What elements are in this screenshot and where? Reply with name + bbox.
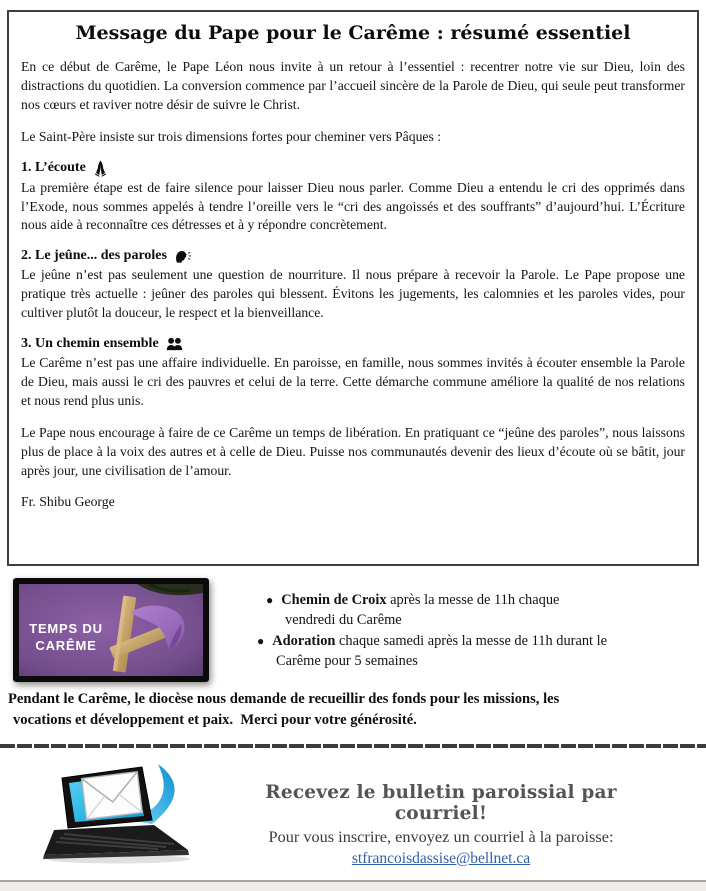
section-1-heading [21,160,685,177]
section-1-body: La première étape est de faire silence pour laisser Dieu nous parler. Comme Dieu a entendu le cri des opprimés dans l’Exode, nous sommes appelés à tendre l’oreille vers le “cri des angoissés et des souffrants” d’aujourd’hui. L’Écriture nous aide à reconnaître ces détresses et à y répondre concrètement. [21,179,685,233]
lent-image-title-line2: CARÊME [35,638,97,653]
signature: Fr. Shibu George [21,493,115,509]
section-2-heading [21,248,685,264]
pope-message-box [7,10,699,566]
lead-paragraph: Le Saint-Père insiste sur trois dimensions fortes pour cheminer vers Pâques : [21,128,442,144]
collection-notice-line1: Pendant le Carême, le diocèse nous demande de recueillir des fonds pour les missions, les [8,691,560,707]
section-2-body: Le jeûne n’est pas seulement une question de nourriture. Il nous prépare à recevoir la Parole. Le Pape propose une pratique très actuelle : jeûner des paroles qui blessent. Évitons les jugements, les calomnies et les paroles vides, pour cultiver plutôt la douceur, le respect et la bienveillance. [21,267,685,321]
newsletter-banner [0,758,706,870]
bullet-item-adoration [257,631,609,672]
section-1-heading-label: 1. L’écoute [21,160,86,176]
newsletter-email-link[interactable]: stfrancoisdassise@bellnet.ca [351,850,531,867]
section-3-body: Le Carême n’est pas une affaire individuelle. En paroisse, en famille, nous sommes invités à écouter ensemble la Parole de Dieu, mais aussi le cri des pauvres et celui de la terre. Cette démarche commune améliore la qualité de nos relations et nous rend plus unis. [21,355,685,408]
newsletter-text-block [236,782,646,868]
bullet-text: chaque samedi après la messe de 11h durant le Carême pour 5 semaines [276,632,608,670]
bullet-text: après la messe de 11h chaque vendredi du Carême [285,592,560,629]
page-title: Message du Pape pour le Carême : résumé essentiel [75,22,631,44]
lent-banner-image [13,578,209,682]
two-people-icon [166,337,183,351]
newsletter-instruction: Pour vous inscrire, envoyez un courriel à la paroisse: [268,827,614,846]
praying-hands-icon [93,160,108,177]
newsletter-heading: Recevez le bulletin paroissial par courriel! [265,782,617,824]
page-bottom-edge [0,880,706,891]
bullet-label: Chemin de Croix [281,592,387,608]
closing-paragraph: Le Pape nous encourage à faire de ce Carême un temps de libération. En pratiquant ce “jeûne des paroles”, nous laissons plus de place à la voix des autres et à celle de Dieu. Puisse nos communautés devenir des lieux d’écoute où se bâtit, jour après jour, une civilisation de l’amour. [21,424,685,478]
envelope [82,772,143,820]
laptop-email-icon [36,762,216,869]
lent-banner-row [13,578,693,682]
lent-image-title-line1: TEMPS DU [29,621,103,636]
section-divider [0,744,706,748]
section-2-heading-label: 2. Le jeûne... des paroles [21,248,167,264]
bullet-label: Adoration [272,632,336,649]
section-3-heading-label: 3. Un chemin ensemble [21,336,159,352]
collection-notice-line2: vocations et développement et paix. Merci pour votre générosité. [13,712,417,729]
bullet-item-chemin-de-croix [266,590,609,631]
speaking-head-icon [174,249,191,264]
laptop-keyboard [44,825,188,855]
intro-paragraph: En ce début de Carême, le Pape Léon nous invite à un retour à l’essentiel : recentrer notre vie sur Dieu, loin des distractions du quotidien. La conversion commence par l’accueil sincère de la Parole de Dieu, qui seule peut transformer nos cœurs et raviver notre désir de suivre le Christ. [21,59,685,112]
collection-notice [8,689,672,731]
event-bullet-list [257,590,609,682]
section-3-heading [21,336,685,352]
